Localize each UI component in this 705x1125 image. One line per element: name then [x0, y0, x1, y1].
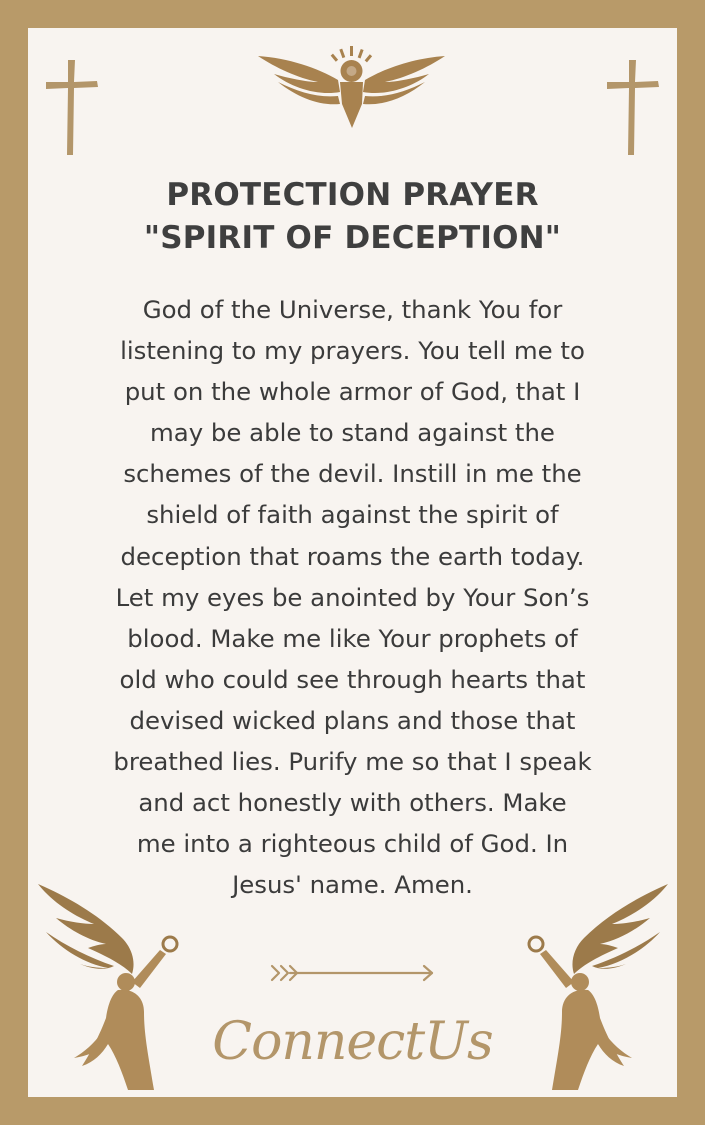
prayer-line: shield of faith against the spirit of — [146, 500, 559, 530]
prayer-line: Jesus' name. Amen. — [232, 870, 473, 900]
prayer-line: may be able to stand against the — [150, 418, 555, 448]
prayer-text — [58, 289, 647, 905]
prayer-line: devised wicked plans and those that — [129, 705, 576, 735]
title-line-1: PROTECTION PRAYER — [166, 177, 539, 213]
page-title — [0, 174, 705, 260]
prayer-line: schemes of the devil. Instill in me the — [123, 459, 582, 489]
prayer-line: old who could see through hearts that — [119, 664, 586, 694]
arrow-icon — [270, 962, 436, 984]
cross-icon — [607, 60, 659, 156]
prayer-line: blood. Make me like Your prophets of — [127, 623, 578, 653]
prayer-line: breathed lies. Purify me so that I speak — [113, 747, 592, 777]
prayer-line: me into a righteous child of God. In — [136, 829, 569, 859]
prayer-line: listening to my prayers. You tell me to — [120, 336, 585, 366]
prayer-line: God of the Universe, thank You for — [142, 295, 563, 324]
prayer-line: and act honestly with others. Make — [138, 788, 567, 818]
prayer-line: put on the whole armor of God, that I — [124, 377, 581, 407]
title-line-2: "SPIRIT OF DECEPTION" — [143, 220, 562, 256]
brand-logo: ConnectUs — [212, 1012, 493, 1072]
prayer-line: deception that roams the earth today. — [120, 541, 585, 571]
prayer-line: Let my eyes be anointed by Your Son’s — [115, 582, 590, 612]
cross-icon — [46, 60, 98, 156]
winged-sun-icon — [258, 44, 446, 130]
